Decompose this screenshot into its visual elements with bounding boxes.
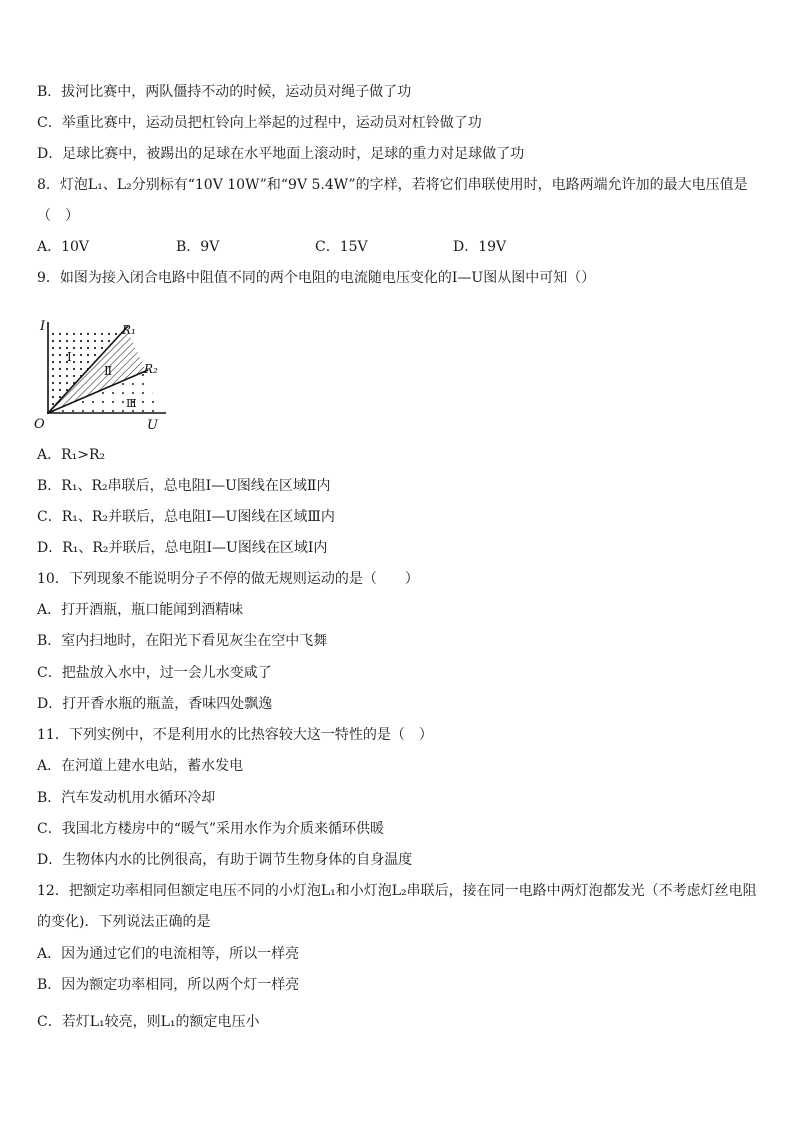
q10-option-b: B．室内扫地时，在阳光下看见灰尘在空中飞舞 [37, 633, 328, 649]
iu-graph-figure [30, 318, 175, 436]
q12-option-c: C．若灯L₁较亮，则L₁的额定电压小 [37, 1014, 260, 1030]
q10-stem: 10．下列现象不能说明分子不停的做无规则运动的是（ ） [37, 571, 419, 587]
q9-stem: 9．如图为接入闭合电路中阻值不同的两个电阻的电流随电压变化的I—U图从图中可知（） [37, 270, 596, 286]
region-1-label: Ⅰ [67, 350, 72, 364]
q9-option-d: D．R₁、R₂并联后，总电阻I—U图线在区域Ⅰ内 [37, 540, 328, 556]
q7-option-c: C．举重比赛中，运动员把杠铃向上举起的过程中，运动员对杠铃做了功 [37, 115, 482, 131]
region-2-label: Ⅱ [104, 364, 113, 378]
q8-option-c: C．15V [315, 239, 368, 255]
q12-stem-line-1: 12．把额定功率相同但额定电压不同的小灯泡L₁和小灯泡L₂串联后，接在同一电路中两灯泡都发光（不考虑灯丝电阻 [37, 883, 757, 899]
q11-option-b: B．汽车发动机用水循环冷却 [37, 790, 216, 806]
q8-options [37, 238, 506, 256]
q11-stem: 11．下列实例中，不是利用水的比热容较大这一特性的是（ ） [37, 727, 433, 743]
q8-stem-line-2: （ ） [37, 208, 79, 224]
q12-stem-line-2: 的变化)．下列说法正确的是 [37, 914, 211, 930]
y-axis-label: I [40, 319, 46, 334]
r2-label: R₂ [144, 362, 158, 376]
q7-option-d: D．足球比赛中，被踢出的足球在水平地面上滚动时，足球的重力对足球做了功 [37, 146, 525, 162]
q10-option-d: D．打开香水瓶的瓶盖，香味四处飘逸 [37, 696, 273, 712]
q10-option-c: C．把盐放入水中，过一会儿水变咸了 [37, 665, 272, 681]
q8-stem-line-1: 8．灯泡L₁、L₂分别标有“10V 10W”和“9V 5.4W”的字样，若将它们串联使用时，电路两端允许加的最大电压值是 [37, 177, 748, 193]
q7-option-b: B．拔河比赛中，两队僵持不动的时候，运动员对绳子做了功 [37, 84, 412, 100]
origin-label: O [34, 417, 45, 432]
q12-option-a: A．因为通过它们的电流相等，所以一样亮 [37, 946, 300, 962]
q10-option-a: A．打开酒瓶，瓶口能闻到酒精味 [37, 602, 244, 618]
q8-option-b: B．9V [176, 239, 220, 255]
q8-option-a: A．10V [37, 239, 90, 255]
x-axis-label: U [147, 418, 158, 433]
q11-option-a: A．在河道上建水电站，蓄水发电 [37, 758, 244, 774]
q12-option-b: B．因为额定功率相同，所以两个灯一样亮 [37, 977, 300, 993]
q9-option-a: A．R₁>R₂ [37, 447, 106, 463]
q11-option-c: C．我国北方楼房中的“暖气”采用水作为介质来循环供暖 [37, 821, 385, 837]
q11-option-d: D．生物体内水的比例很高，有助于调节生物身体的自身温度 [37, 852, 413, 868]
q9-option-c: C．R₁、R₂并联后，总电阻I—U图线在区域Ⅲ内 [37, 509, 335, 525]
q8-option-d: D．19V [453, 239, 507, 255]
q9-option-b: B．R₁、R₂串联后，总电阻I—U图线在区域Ⅱ内 [37, 478, 331, 494]
r1-label: R₁ [122, 323, 136, 337]
region-3-label: Ⅲ [126, 397, 137, 410]
